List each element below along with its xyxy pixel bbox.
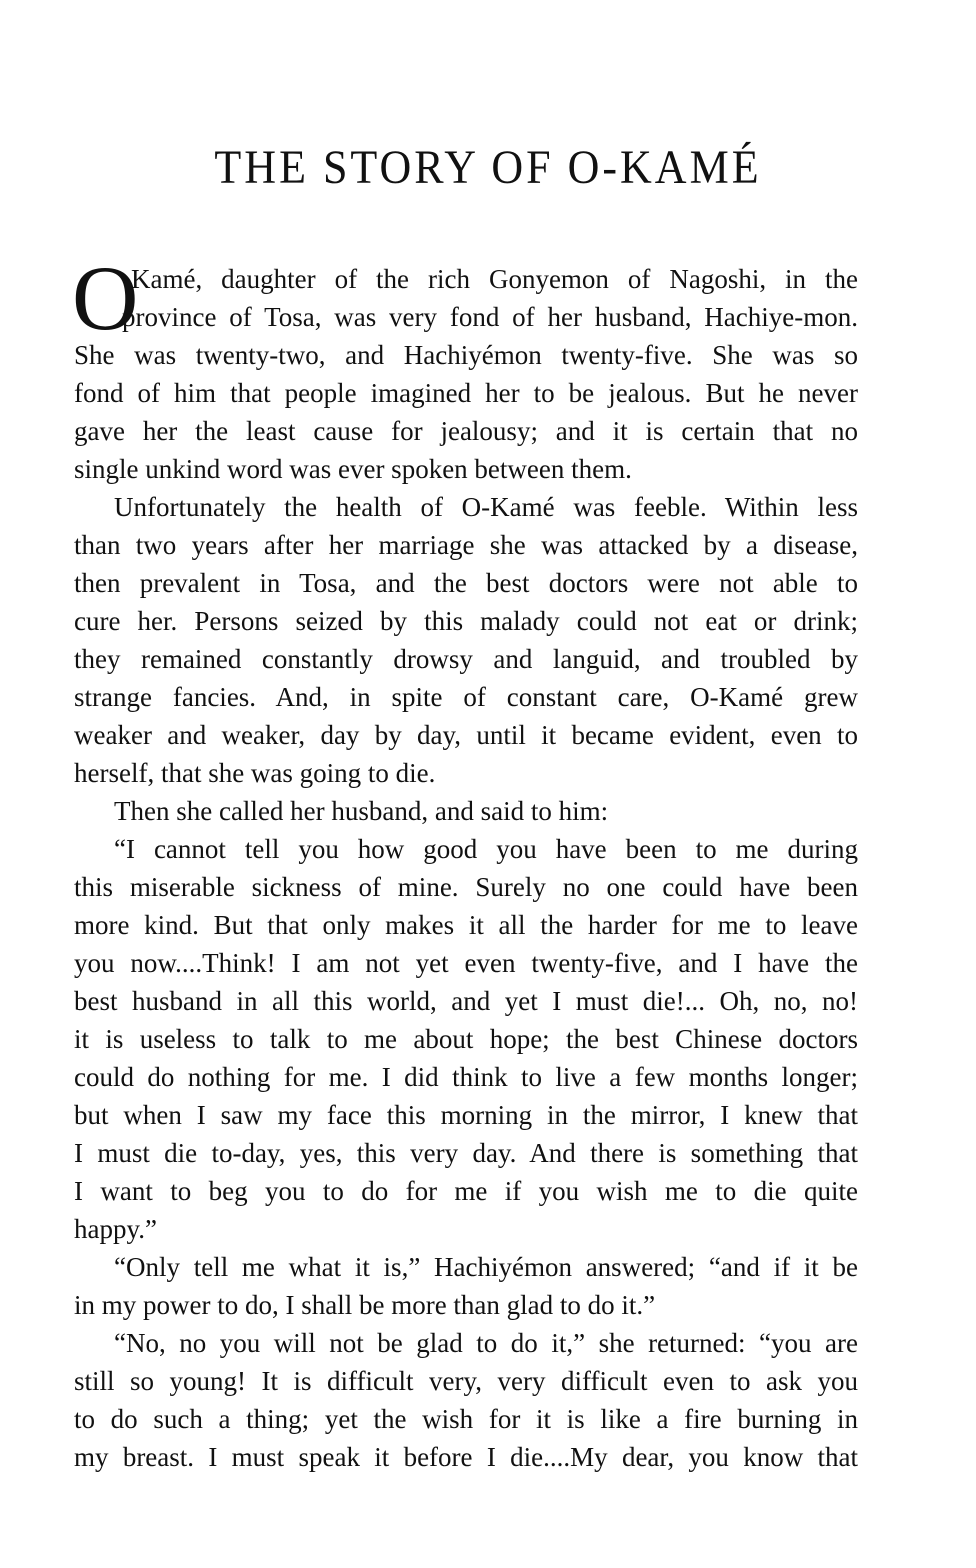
text-line: single unkind word was ever spoken between them.: [74, 454, 632, 484]
text-line: herself, that she was going to die.: [74, 758, 436, 788]
text-line: gave her the least cause for jealousy; and it is certain that no: [74, 416, 858, 446]
text-line: She was twenty-two, and Hachiyémon twenty-five. She was so: [74, 340, 858, 370]
chapter-title: THE STORY OF O-KAMÉ: [214, 141, 762, 194]
text-line: cure her. Persons seized by this malady could not eat or drink;: [74, 606, 858, 636]
text-line: you now....Think! I am not yet even twenty-five, and I have the: [74, 948, 858, 978]
text-line: I must die to-day, yes, this very day. And there is something that: [74, 1138, 858, 1168]
text-line: could do nothing for me. I did think to live a few months longer;: [74, 1062, 858, 1092]
text-line: weaker and weaker, day by day, until it became evident, even to: [74, 720, 858, 750]
drop-cap: O: [72, 247, 139, 349]
text-line: “Only tell me what it is,” Hachiyémon answered; “and if it be: [114, 1252, 858, 1282]
text-line: strange fancies. And, in spite of constant care, O-Kamé grew: [74, 682, 858, 712]
text-line: to do such a thing; yet the wish for it is like a fire burning in: [74, 1404, 858, 1434]
text-line: still so young! It is difficult very, very difficult even to ask you: [74, 1366, 858, 1396]
text-line: “I cannot tell you how good you have been to me during: [114, 834, 858, 864]
text-line: more kind. But that only makes it all the harder for me to leave: [74, 910, 858, 940]
text-line: I want to beg you to do for me if you wish me to die quite: [74, 1176, 858, 1206]
text-line: fond of him that people imagined her to be jealous. But he never: [74, 378, 858, 408]
text-line: it is useless to talk to me about hope; the best Chinese doctors: [74, 1024, 858, 1054]
text-line: they remained constantly drowsy and languid, and troubled by: [74, 644, 858, 674]
text-line: province of Tosa, was very fond of her husband, Hachiye-mon.: [122, 302, 858, 332]
text-line: this miserable sickness of mine. Surely no one could have been: [74, 872, 858, 902]
text-line: my breast. I must speak it before I die....My dear, you know that: [74, 1442, 858, 1472]
text-line: Then she called her husband, and said to him:: [114, 796, 609, 826]
text-line: than two years after her marriage she was attacked by a disease,: [74, 530, 858, 560]
text-line: “No, no you will not be glad to do it,” she returned: “you are: [114, 1328, 858, 1358]
text-line: but when I saw my face this morning in the mirror, I knew that: [74, 1100, 858, 1130]
text-line: Unfortunately the health of O-Kamé was feeble. Within less: [114, 492, 858, 522]
text-line: happy.”: [74, 1214, 157, 1244]
text-line: best husband in all this world, and yet I must die!... Oh, no, no!: [74, 986, 858, 1016]
text-line: -Kamé, daughter of the rich Gonyemon of Nagoshi, in the: [122, 264, 858, 294]
text-line: in my power to do, I shall be more than glad to do it.”: [74, 1290, 656, 1320]
text-line: then prevalent in Tosa, and the best doctors were not able to: [74, 568, 858, 598]
